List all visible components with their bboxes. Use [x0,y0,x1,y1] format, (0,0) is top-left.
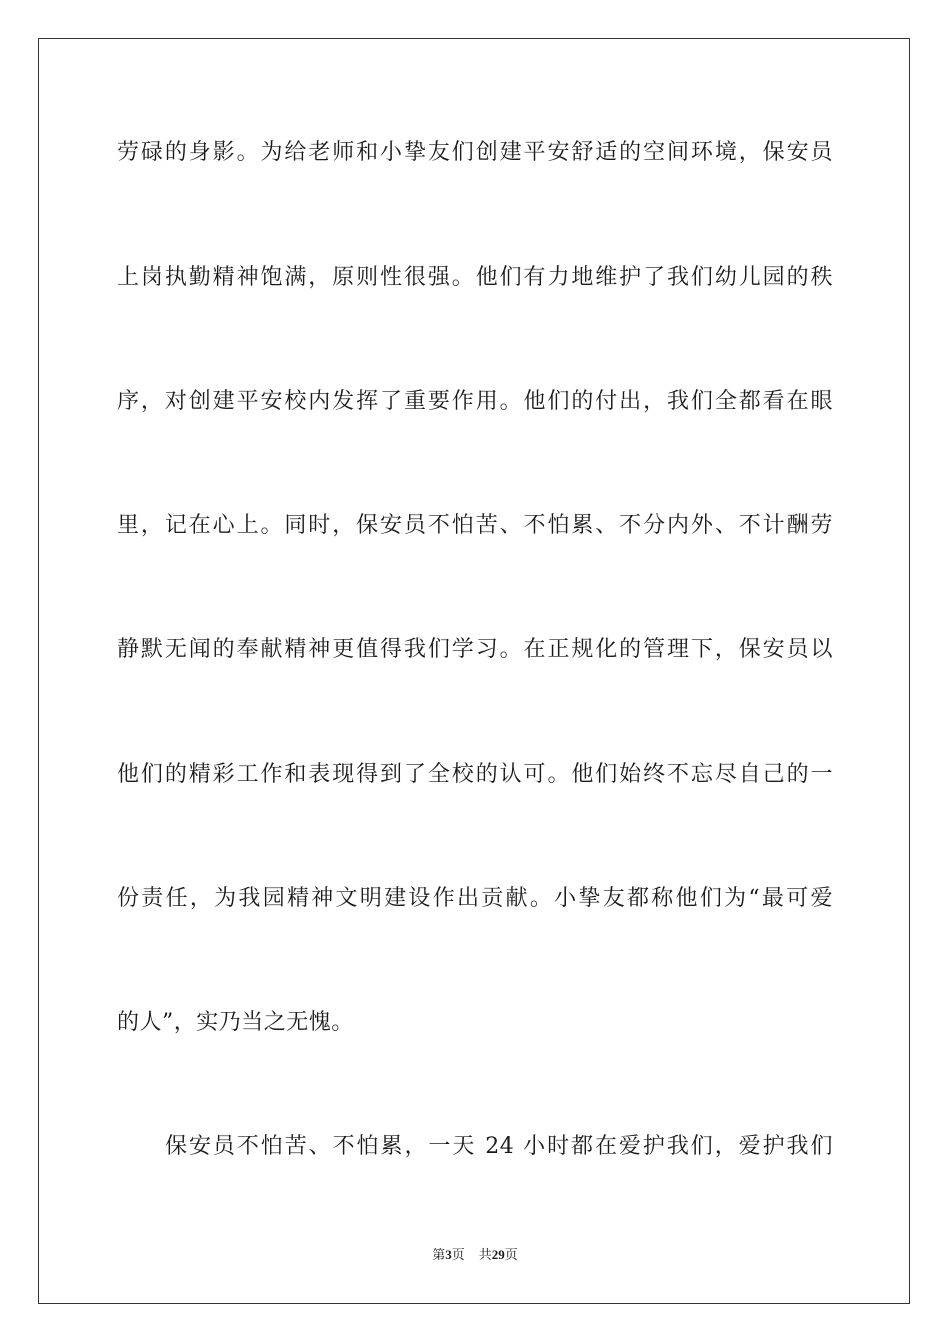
body-text-line-3: 序，对创建平安校内发挥了重要作用。他们的付出，我们全都看在眼 [117,389,833,414]
page-border [38,38,910,1304]
body-text-line-4: 里，记在心上。同时，保安员不怕苦、不怕累、不分内外、不计酬劳 [117,513,833,538]
footer-page-suffix: 页 [451,1247,465,1262]
body-text-line-5: 静默无闻的奉献精神更值得我们学习。在正规化的管理下，保安员以 [117,637,833,662]
page-footer [0,1246,950,1264]
body-text-line-8: 的人”，实乃当之无愧。 [117,1010,354,1035]
footer-total-prefix: 共 [478,1247,492,1262]
body-text-line-1: 劳碌的身影。为给老师和小挚友们创建平安舒适的空间环境，保安员 [117,140,833,165]
footer-page-prefix: 第 [432,1247,446,1262]
body-text-line-6: 他们的精彩工作和表现得到了全校的认可。他们始终不忘尽自己的一 [117,762,833,787]
footer-total-pages: 29 [491,1247,505,1262]
footer-page-number: 3 [445,1247,452,1262]
body-text-line-7: 份责任，为我园精神文明建设作出贡献。小挚友都称他们为“最可爱 [117,886,833,911]
paragraph-start-line: 保安员不怕苦、不怕累，一天 24 小时都在爱护我们，爱护我们 [165,1134,833,1159]
body-text-line-2: 上岗执勤精神饱满，原则性很强。他们有力地维护了我们幼儿园的秩 [117,265,833,290]
footer-total-suffix: 页 [504,1247,518,1262]
